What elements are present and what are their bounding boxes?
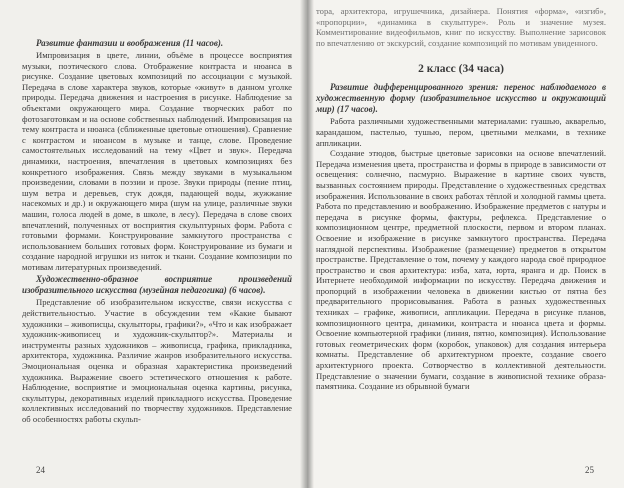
paragraph-perception: Представление об изобразительном искусстве, связи искусства с действительностью. Участие в обсуждении тем «Какие бывают художники – живописцы, скульпторы, графики?», «Что и как изображает художник-живописец и художник-скульптор?». Материалы и инструменты разных художников – живописца, графика, прикладника, архитектора, художника. Различие жанров изобразительного искусства. Эмоциональная оценка и образная характеристика произведений художника. Выражение своего эстетического отношения к работе. Наблюдение, восприятие и эмоциональная оценка картины, рисунка, скульптуры, декоративных изделий прикладного искусства. Проведение коллективных исследований по творчеству художников. Представление об особенностях работы скульп-	[22, 297, 292, 424]
section-heading-fantasy: Развитие фантазии и воображения (11 часов).	[36, 38, 224, 48]
left-page	[0, 0, 306, 488]
section-heading-vision: Развитие дифференцированного зрения: перенос наблюдаемого в художественную форму (изобразительное искусство и окружающий мир) (17 часов).	[316, 82, 606, 115]
page-number-right: 25	[585, 465, 594, 476]
right-page	[306, 0, 624, 488]
paragraph-continuation: тора, архитектора, игрушечника, дизайнера. Понятия «форма», «изгиб», «пропорции», «динамика в скульптуре». Роль и значение музея. Комментирование видеофильмов, книг по искусству. Выполнение зарисовок по впечатлению от экскурсий, создание композиций по мотивам увиденного.	[316, 6, 606, 48]
paragraph-fantasy: Импровизация в цвете, линии, объёме в процессе восприятия музыки, поэтического слова. Отображение контраста и нюанса в рисунке. Создание цветовых композиций по ассоциации с музыкой. Передача в слове характера звуков, которые «живут» в данном уголке природы. Передача движения и настроения в рисунке. Наблюдение за объектами окружающего мира. Создание творческих работ по фотозаготовкам и на основе собственных наблюдений. Импровизация на тему контраста и нюанса (сближенные цветовые отношения). Сравнение с контрастом и нюансом в музыке и танце, слове. Проведение самостоятельных исследований на тему «Цвет и звук». Передача динамики, настроения, впечатления в цветовых композициях без конкретного изображения. Связь между звуками в музыкальном произведении, словами в поэзии и прозе. Звуки природы (пение птиц, шум ветра и деревьев, стук дождя, падающей воды, жужжание насекомых и др.) и окружающего мира (шум на улице, различные звуки машин, голоса людей в доме, в школе, в лесу). Передача в слове своих впечатлений, полученных от восприятия скульптурных форм. Работа с готовыми формами. Конструирование замкнутого пространства с использованием больших готовых форм. Конструирование из бумаги и создание народной игрушки из ниток и ткани. Создание композиции по мотивам литературных произведений.	[22, 50, 292, 272]
grade-title: 2 класс (34 часа)	[418, 63, 504, 76]
page-number-left: 24	[36, 465, 45, 476]
paragraph-materials: Работа различными художественными материалами: гуашью, акварелью, карандашом, пастелью, тушью, пером, цветными мелками, в технике аппликации.	[316, 116, 606, 148]
section-heading-perception: Художественно-образное восприятие произведений изобразительного искусства (музейная педагогика) (6 часов).	[22, 274, 292, 296]
paragraph-etudes: Создание этюдов, быстрые цветовые зарисовки на основе впечатлений. Передача изменения цвета, пространства и формы в природе в зависимости от освещения: солнечно, пасмурно. Выражение в картине своих чувств, вызванных состоянием природы. Представление о художественных средствах изображения. Использование в своих работах тёплой и холодной гаммы цвета. Работа по представлению и воображению. Изображение предметов с натуры и передача в рисунке формы, фактуры, рефлекса. Представление о композиционном центре, предметной плоскости, первом и втором планах. Освоение и изображение в рисунке замкнутого пространства. Передача наглядной перспективы. Изображение (размещение) предметов в открытом пространстве. Представление о том, почему у каждого народа своё природное пространство и своя архитектура: изба, хата, юрта, яранга и др. Поиск в Интернете необходимой информации по искусству. Передача движения и пропорций в изображении человека в движении кистью от пятна без предварительного прорисовывания. Работа в разных художественных техниках – графике, живописи, аппликации. Передача в рисунке планов, композиционного центра, динамики, контраста и нюанса цвета и формы. Освоение компьютерной графики (линия, пятно, композиция). Использование готовых геометрических форм (коробок, упаковок) для создания интерьера комнаты. Представление об архитектурном проекте, создание своего архитектурного проекта. Сотворчество в коллективной деятельности. Представление о значении бумаги, создание в живописной технике образа-памятника. Создание из обрывной бумаги	[316, 148, 606, 392]
